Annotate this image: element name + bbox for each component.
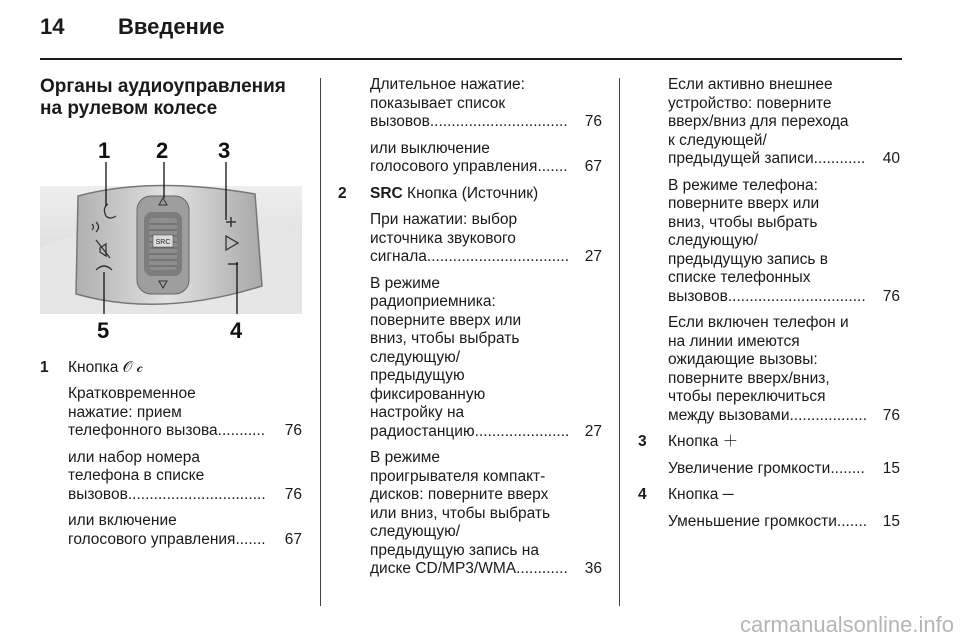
item-2 [338, 185, 602, 579]
page-reference: Уменьшение громкости ....... 15 [668, 512, 900, 530]
item-4 [638, 486, 900, 531]
callout-1: 1 [98, 138, 111, 163]
item-number: 2 [338, 184, 347, 202]
item-1-continued [338, 76, 602, 177]
text-line: или выключение [370, 139, 490, 157]
text-line: поверните вверх/вниз, [668, 369, 830, 387]
page-reference: вызовов ................................ 76 [668, 287, 900, 305]
item-number: 3 [638, 433, 647, 450]
column-divider [619, 78, 620, 606]
text-line: вверх/вниз для перехода [668, 113, 849, 130]
page-reference: телефонного вызова ........... 76 [68, 422, 302, 439]
item-number: 1 [40, 358, 49, 376]
page-reference: предыдущей записи ............ 40 [668, 150, 900, 167]
page-number: 14 [40, 14, 65, 39]
page-reference: Увеличение громкости ........ 15 [668, 459, 900, 477]
item-number: 4 [638, 486, 647, 503]
text-line: или набор номера [68, 448, 200, 466]
text-line: или вниз, чтобы выбрать [370, 504, 551, 522]
text-line: или включение [68, 512, 177, 529]
page-header-title: Введение [118, 14, 225, 39]
text-line: следующую/ [370, 348, 461, 366]
text-line: источника звукового [370, 229, 516, 247]
text-line: чтобы переключиться [668, 388, 826, 405]
text-line: В режиме [370, 449, 441, 466]
text-line: При нажатии: выбор [370, 211, 518, 228]
item-3 [638, 433, 900, 478]
callout-4: 4 [230, 318, 243, 341]
text-line: В режиме телефона: [668, 176, 818, 194]
text-line: ожидающие вызовы: [668, 351, 818, 368]
text-line: настройку на [370, 404, 465, 421]
item-1-short-press [68, 385, 302, 441]
text-line: следующую/ [370, 523, 461, 540]
callout-2: 2 [156, 138, 169, 163]
column-3 [638, 76, 900, 539]
item-2-cd [370, 449, 602, 579]
text-line: показывает список [370, 94, 506, 112]
text-line: радиоприемника: [370, 293, 496, 310]
column-1 [40, 76, 302, 557]
page-reference: вызовов ................................ 76 [68, 485, 302, 503]
text-line: предыдущую [370, 367, 465, 384]
text-line: нажатие: прием [68, 403, 182, 421]
text-line: устройство: поверните [668, 94, 832, 112]
text-line: Если активно внешнее [668, 76, 833, 93]
item-1 [40, 359, 302, 550]
page-reference: сигнала ................................. 27 [370, 248, 602, 265]
callout-5: 5 [97, 318, 110, 341]
page-reference: голосового управления ....... 67 [68, 530, 302, 548]
item-2-phone [668, 177, 900, 307]
text-line: поверните вверх или [370, 311, 522, 329]
item-1-voice-off [370, 140, 602, 177]
item-3-heading: Кнопка ＋ [668, 433, 739, 450]
text-line: вниз, чтобы выбрать [668, 213, 818, 231]
section-title: Органы аудиоуправления на рулевом колесе [40, 76, 286, 119]
item-2-press [370, 211, 602, 267]
text-line: списке телефонных [668, 269, 811, 286]
text-line: предыдущую запись в [668, 250, 829, 268]
text-line: дисков: поверните вверх [370, 486, 549, 503]
steering-wheel-controls-figure [40, 136, 302, 341]
page-reference: между вызовами .................. 76 [668, 406, 900, 424]
page-header [40, 14, 225, 40]
text-line: Если включен телефон и [668, 314, 849, 331]
src-description: Кнопка (Источник) [402, 184, 539, 202]
text-line: Длительное нажатие: [370, 76, 525, 93]
text-line: следующую/ [668, 232, 759, 249]
page-reference: радиостанцию ...................... 27 [370, 422, 602, 440]
text-line: проигрывателя компакт- [370, 467, 546, 485]
item-2-heading [370, 185, 602, 204]
svg-text:SRC: SRC [155, 239, 171, 246]
source-thumbwheel [144, 212, 182, 276]
text-line: на линии имеются [668, 332, 800, 350]
text-line: поверните вверх или [668, 195, 820, 212]
text-line: к следующей/ [668, 131, 767, 149]
text-line: фиксированную [370, 385, 486, 403]
item-2-radio [370, 275, 602, 442]
item-2-continued [638, 76, 900, 425]
text-line: Кратковременное [68, 385, 196, 402]
page-reference: голосового управления ....... 67 [370, 158, 602, 175]
header-rule [40, 58, 902, 60]
text-line: телефона в списке [68, 467, 205, 484]
item-4-heading: Кнопка ─ [668, 486, 734, 503]
item-1-heading: Кнопка 𝒪 𝒸 [68, 358, 143, 376]
item-2-call-waiting [668, 314, 900, 425]
column-2 [338, 76, 602, 587]
page-reference: диске CD/MP3/WMA ............ 36 [370, 560, 602, 577]
page-reference: вызовов ................................ 76 [370, 113, 602, 130]
item-1-voice-on [68, 512, 302, 549]
callout-3: 3 [218, 138, 231, 163]
text-line: вниз, чтобы выбрать [370, 330, 520, 347]
text-line: В режиме [370, 274, 441, 292]
column-divider [320, 78, 321, 606]
item-1-long-press [370, 76, 602, 132]
footer-watermark: carmanualsonline.info [739, 612, 954, 637]
item-1-dial [68, 449, 302, 505]
text-line: предыдущую запись на [370, 541, 539, 559]
item-2-external [668, 76, 900, 169]
src-label: SRC [370, 184, 403, 202]
